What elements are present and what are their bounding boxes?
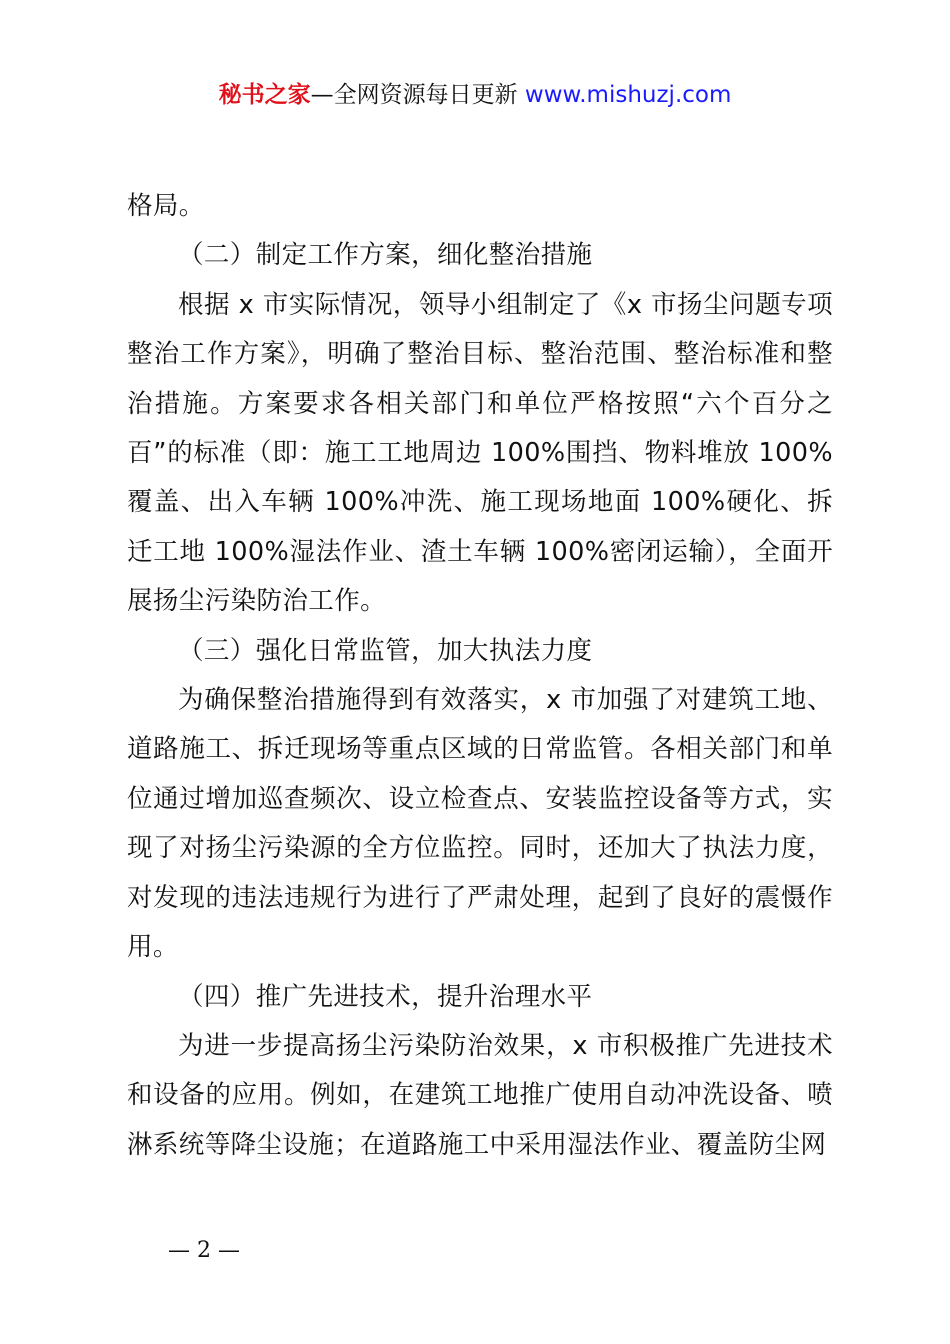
paragraph-supervision: 为确保整治措施得到有效落实，x 市加强了对建筑工地、道路施工、拆迁现场等重点区域的日常监管。各相关部门和单位通过增加巡查频次、设立检查点、安装监控设备等方式，实现了对扬尘污染源的全方位监控。同时，还加大了执法力度，对发现的违法违规行为进行了严肃处理，起到了良好的震慑作用。	[127, 685, 833, 963]
section-heading-2: （二）制定工作方案，细化整治措施	[178, 240, 593, 271]
document-body	[127, 182, 833, 1170]
site-url-link[interactable]: www.mishuzj.com	[524, 82, 732, 108]
section-heading-3: （三）强化日常监管，加大执法力度	[178, 635, 593, 666]
paragraph-technology: 为进一步提高扬尘污染防治效果，x 市积极推广先进技术和设备的应用。例如，在建筑工地推广使用自动冲洗设备、喷淋系统等降尘设施；在道路施工中采用湿法作业、覆盖防尘网	[127, 1030, 833, 1160]
page-header	[0, 78, 950, 112]
page-number: — 2 —	[168, 1238, 240, 1263]
section-heading-4: （四）推广先进技术，提升治理水平	[178, 981, 593, 1012]
brand-name: 秘书之家	[218, 82, 311, 108]
paragraph-work-plan: 根据 x 市实际情况，领导小组制定了《x 市扬尘问题专项整治工作方案》，明确了整治目标、整治范围、整治标准和整治措施。方案要求各相关部门和单位严格按照“六个百分之百”的标准（即：施工工地周边 100%围挡、物料堆放 100%覆盖、出入车辆 100%冲洗、施工现场地面 100%硬化、拆迁工地 100%湿法作业、渣土车辆 100%密闭运输），全面开展扬尘污染防治工作。	[127, 289, 833, 617]
header-tagline: —全网资源每日更新	[310, 82, 525, 108]
paragraph-continuation: 格局。	[127, 191, 205, 221]
